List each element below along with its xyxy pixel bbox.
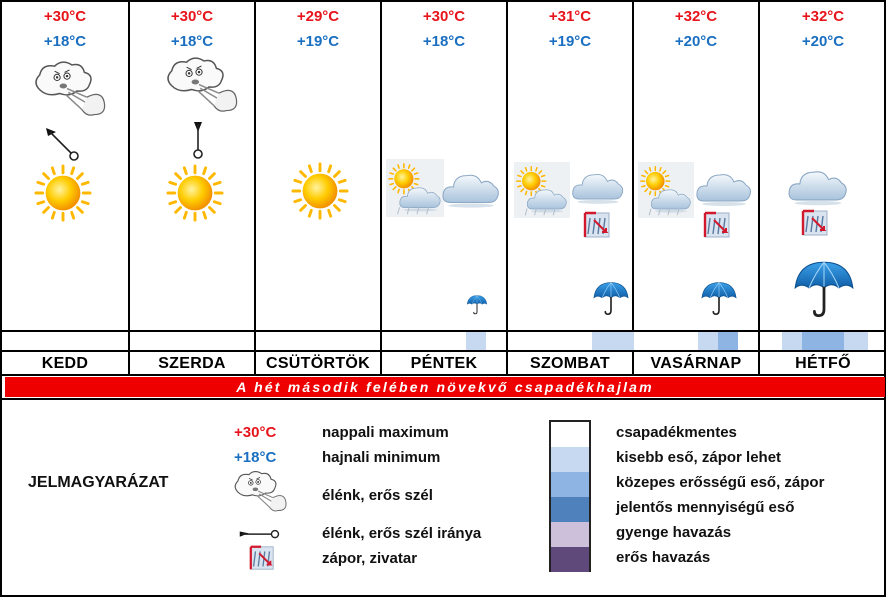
max-temp: +30°C — [43, 8, 87, 25]
wind-direction-icon — [42, 122, 82, 162]
legend-max-label: nappali maximum — [322, 424, 449, 441]
precip-cell — [256, 332, 382, 352]
partly-cloudy-icon — [514, 160, 570, 220]
legend-min-sample: +18°C — [234, 449, 277, 466]
precip-bar-light — [592, 332, 634, 350]
precip-cell — [130, 332, 256, 352]
day-column-kedd — [2, 2, 130, 330]
strong-wind-icon — [32, 60, 107, 122]
day-name: CSÜTÖRTÖK — [256, 352, 382, 376]
max-temp: +29°C — [296, 8, 340, 25]
sun-icon — [166, 164, 224, 222]
min-temp: +20°C — [674, 33, 718, 50]
sun-icon — [34, 164, 92, 222]
legend-title: JELMAGYARÁZAT — [28, 474, 169, 491]
precip-cell — [508, 332, 634, 352]
precip-bar-light — [466, 332, 486, 350]
max-temp: +30°C — [170, 8, 214, 25]
max-temp: +30°C — [422, 8, 466, 25]
min-temp: +19°C — [296, 33, 340, 50]
scale-swatch — [551, 547, 589, 572]
min-temp: +19°C — [548, 33, 592, 50]
legend-max-sample: +30°C — [234, 424, 277, 441]
scale-swatch — [551, 497, 589, 522]
day-column-szombat — [508, 2, 634, 330]
legend-wind-dir-label: élénk, erős szél iránya — [322, 525, 482, 542]
precip-bar-medium — [802, 332, 844, 350]
day-name: PÉNTEK — [382, 352, 508, 376]
day-name: SZOMBAT — [508, 352, 634, 376]
min-temp: +18°C — [43, 33, 87, 50]
scale-label: erős havazás — [616, 549, 711, 566]
legend-storm-label: zápor, zivatar — [322, 550, 418, 567]
umbrella-icon — [700, 280, 738, 318]
scale-label: jelentős mennyiségű eső — [616, 499, 795, 516]
thunderstorm-icon — [248, 544, 276, 572]
partly-cloudy-icon — [638, 160, 694, 220]
cloud-icon — [694, 160, 754, 214]
umbrella-icon — [592, 280, 630, 318]
precip-cell — [2, 332, 130, 352]
thunderstorm-icon — [582, 210, 612, 240]
day-column-vasarnap — [634, 2, 760, 330]
legend-min-label: hajnali minimum — [322, 449, 441, 466]
precipitation-row — [2, 330, 886, 350]
scale-label: közepes erősségű eső, zápor — [616, 474, 825, 491]
wind-direction-icon — [238, 526, 282, 544]
scale-swatch — [551, 447, 589, 472]
day-column-csutortok — [256, 2, 382, 330]
cloud-icon — [786, 157, 850, 213]
umbrella-icon — [792, 258, 856, 322]
strong-wind-icon — [232, 470, 288, 516]
cloud-icon — [440, 160, 502, 216]
day-column-szerda — [130, 2, 256, 330]
thunderstorm-icon — [800, 208, 830, 238]
day-column-pentek — [382, 2, 508, 330]
day-name: VASÁRNAP — [634, 352, 760, 376]
max-temp: +32°C — [674, 8, 718, 25]
precipitation-scale — [549, 420, 591, 572]
wind-direction-icon — [178, 120, 218, 160]
day-name: SZERDA — [130, 352, 256, 376]
precip-bar-medium — [718, 332, 738, 350]
legend — [2, 398, 886, 599]
scale-swatch — [551, 422, 589, 447]
day-name: HÉTFŐ — [795, 355, 851, 372]
scale-label: gyenge havazás — [616, 524, 732, 541]
legend-wind-label: élénk, erős szél — [322, 487, 433, 504]
scale-label: csapadékmentes — [616, 424, 737, 441]
scale-swatch — [551, 522, 589, 547]
partly-cloudy-icon — [386, 158, 444, 218]
min-temp: +18°C — [422, 33, 466, 50]
umbrella-icon — [466, 294, 488, 316]
scale-label: kisebb eső, zápor lehet — [616, 449, 782, 466]
day-names-row — [2, 350, 886, 376]
day-column-hetfo — [760, 2, 886, 330]
precip-cell — [760, 332, 886, 352]
cloud-icon — [570, 160, 626, 212]
strong-wind-icon — [164, 56, 239, 118]
max-temp: +32°C — [801, 8, 845, 25]
sun-icon — [291, 162, 349, 220]
min-temp: +20°C — [801, 33, 845, 50]
thunderstorm-icon — [702, 210, 732, 240]
min-temp: +18°C — [170, 33, 214, 50]
max-temp: +31°C — [548, 8, 592, 25]
precip-cell — [634, 332, 760, 352]
day-name: KEDD — [2, 352, 130, 376]
outlook-banner: A hét második felében növekvő csapadékhajlam — [5, 377, 885, 397]
scale-swatch — [551, 472, 589, 497]
precip-cell — [382, 332, 508, 352]
